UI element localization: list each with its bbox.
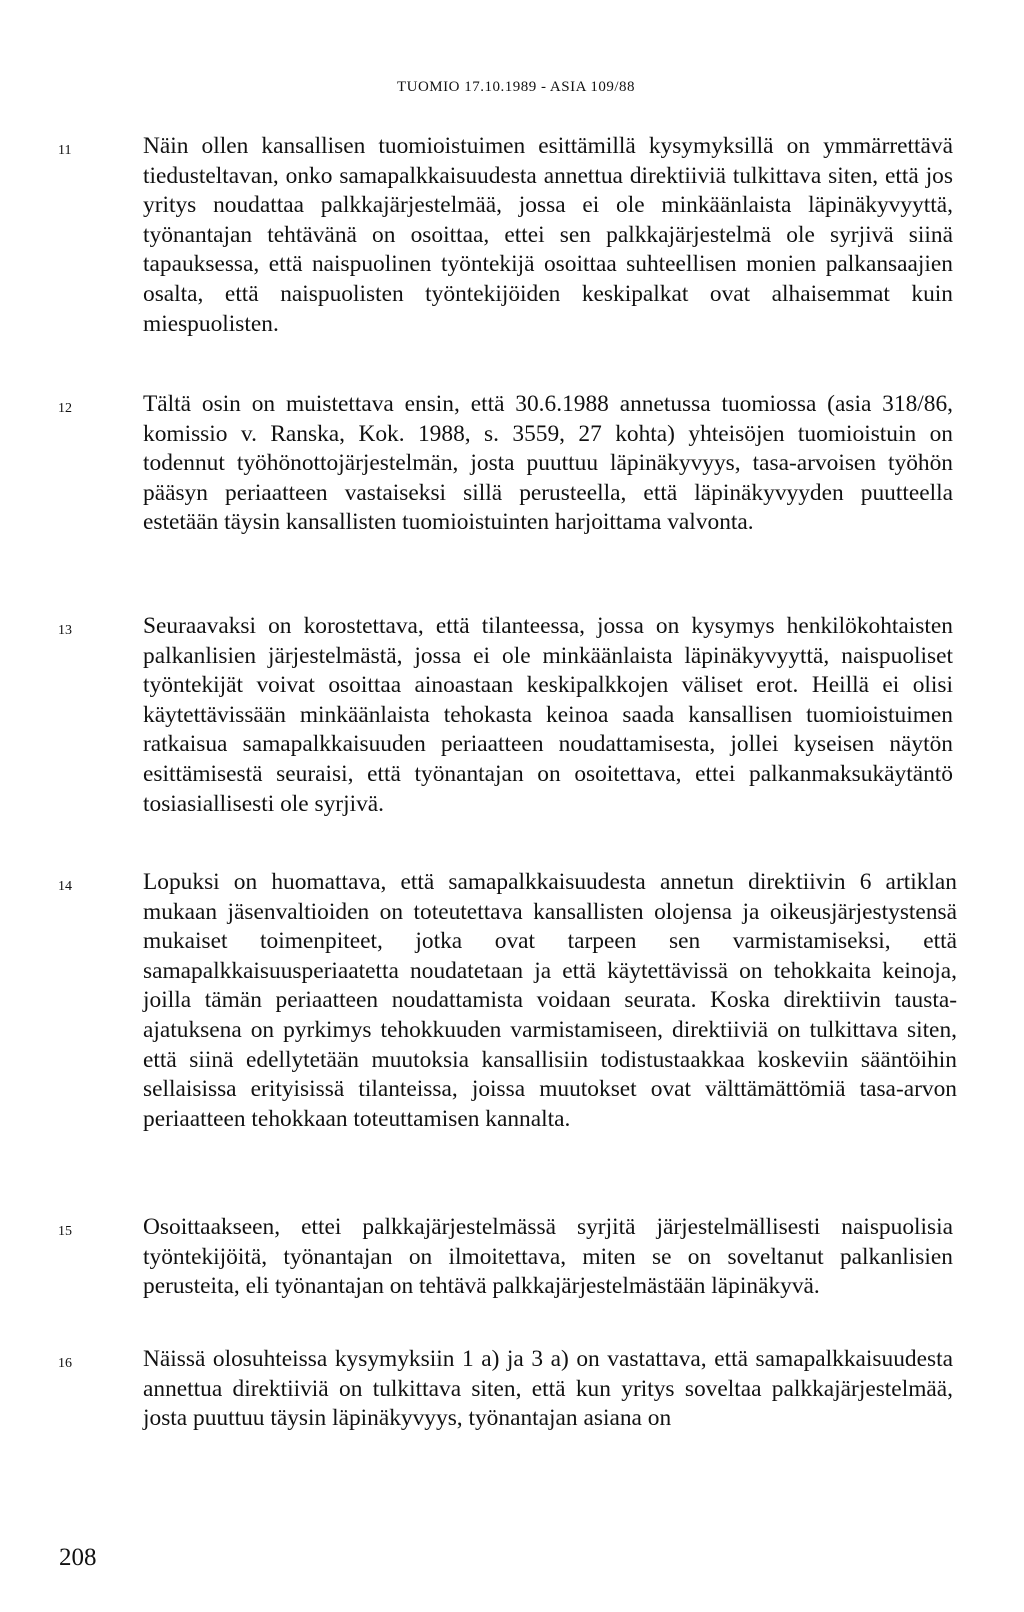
page-number: 208 — [59, 1544, 97, 1571]
paragraph-number: 11 — [58, 143, 72, 158]
paragraph-text: Osoittaakseen, ettei palkkajärjestelmässä syrjitä järjestelmällisesti naispuolisia työntekijöitä, työnantajan on ilmoitettava, miten se on soveltanut palkanlisien perusteita, eli työnantajan on tehtävä palkkajärjestelmästään läpinäkyvä. — [143, 1214, 953, 1300]
paragraph-text: Näissä olosuhteissa kysymyksiin 1 a) ja 3 a) on vastattava, että samapalkkaisuudesta annettua direktiiviä on tulkittava siten, että kun yritys soveltaa palkkajärjestelmää, josta puuttuu täysin läpinäkyvyys, työnantajan asiana on — [143, 1346, 953, 1432]
running-header: TUOMIO 17.10.1989 - ASIA 109/88 — [396, 79, 635, 95]
paragraph-text: Näin ollen kansallisen tuomioistuimen esittämillä kysymyksillä on ymmärrettävä tiedusteltavan, onko samapalkkaisuudesta annettua direktiiviä tulkittava siten, että jos yritys noudattaa palkkajärjestelmää, jossa ei ole minkäänlaista läpinäkyvyyttä, työnantajan tehtävänä on osoittaa, ettei sen palkkajärjestelmä ole syrjivä siinä tapauksessa, että naispuolinen työntekijä osoittaa suhteellisen monien palkansaajien osalta, että naispuolisten työntekijöiden keskipalkat ovat alhaisemmat kuin miespuolisten. — [143, 133, 953, 337]
paragraph-number: 15 — [58, 1224, 72, 1239]
paragraph-text: Lopuksi on huomattava, että samapalkkaisuudesta annetun direktiivin 6 artiklan mukaan jäsenvaltioiden on toteutettava kansallisten olojensa ja oikeusjärjestystensä mukaiset toimenpiteet, jotka ovat tarpeen sen varmistamiseksi, että samapalkkaisuusperiaatetta noudatetaan ja että käytettävissä on tehokkaita keinoja, joilla tämän periaatteen noudattamista voidaan seurata. Koska direktiivin tausta-ajatuksena on pyrkimys tehokkuuden varmistamiseen, direktiiviä on tulkittava siten, että siinä edellytetään muutoksia kansallisiin todistustaakkaa koskeviin sääntöihin sellaisissa erityisissä tilanteissa, joissa muutokset ovat välttämättömiä tasa-arvon periaatteen tehokkaan toteuttamisen kannalta. — [143, 869, 957, 1132]
paragraph-number: 16 — [58, 1356, 72, 1371]
paragraph-number: 13 — [58, 623, 72, 638]
paragraph-text: Tältä osin on muistettava ensin, että 30.6.1988 annetussa tuomiossa (asia 318/86, komissio v. Ranska, Kok. 1988, s. 3559, 27 kohta) yhteisöjen tuomioistuin on todennut työhönottojärjestelmän, josta puuttuu läpinäkyvyys, tasa-arvoisen työhön pääsyn periaatteen vastaiseksi sillä perusteella, että läpinäkyvyyden puutteella estetään täysin kansallisten tuomioistuinten harjoittama valvonta. — [143, 391, 953, 536]
paragraph-text: Seuraavaksi on korostettava, että tilanteessa, jossa on kysymys henkilökohtaisten palkanlisien järjestelmästä, jossa ei ole minkäänlaista läpinäkyvyyttä, naispuoliset työntekijät voivat osoittaa ainoastaan keskipalkkojen väliset erot. Heillä ei olisi käytettävissään minkäänlaista tehokasta keinoa saada kansallisen tuomioistuimen ratkaisua samapalkkaisuuden periaatteen noudattamisesta, jollei kyseisen näytön esittämisestä seuraisi, että työnantajan on osoitettava, ettei palkanmaksukäytäntö tosiasiallisesti ole syrjivä. — [143, 613, 953, 817]
paragraph-number: 14 — [58, 879, 72, 894]
paragraph-number: 12 — [58, 401, 72, 416]
